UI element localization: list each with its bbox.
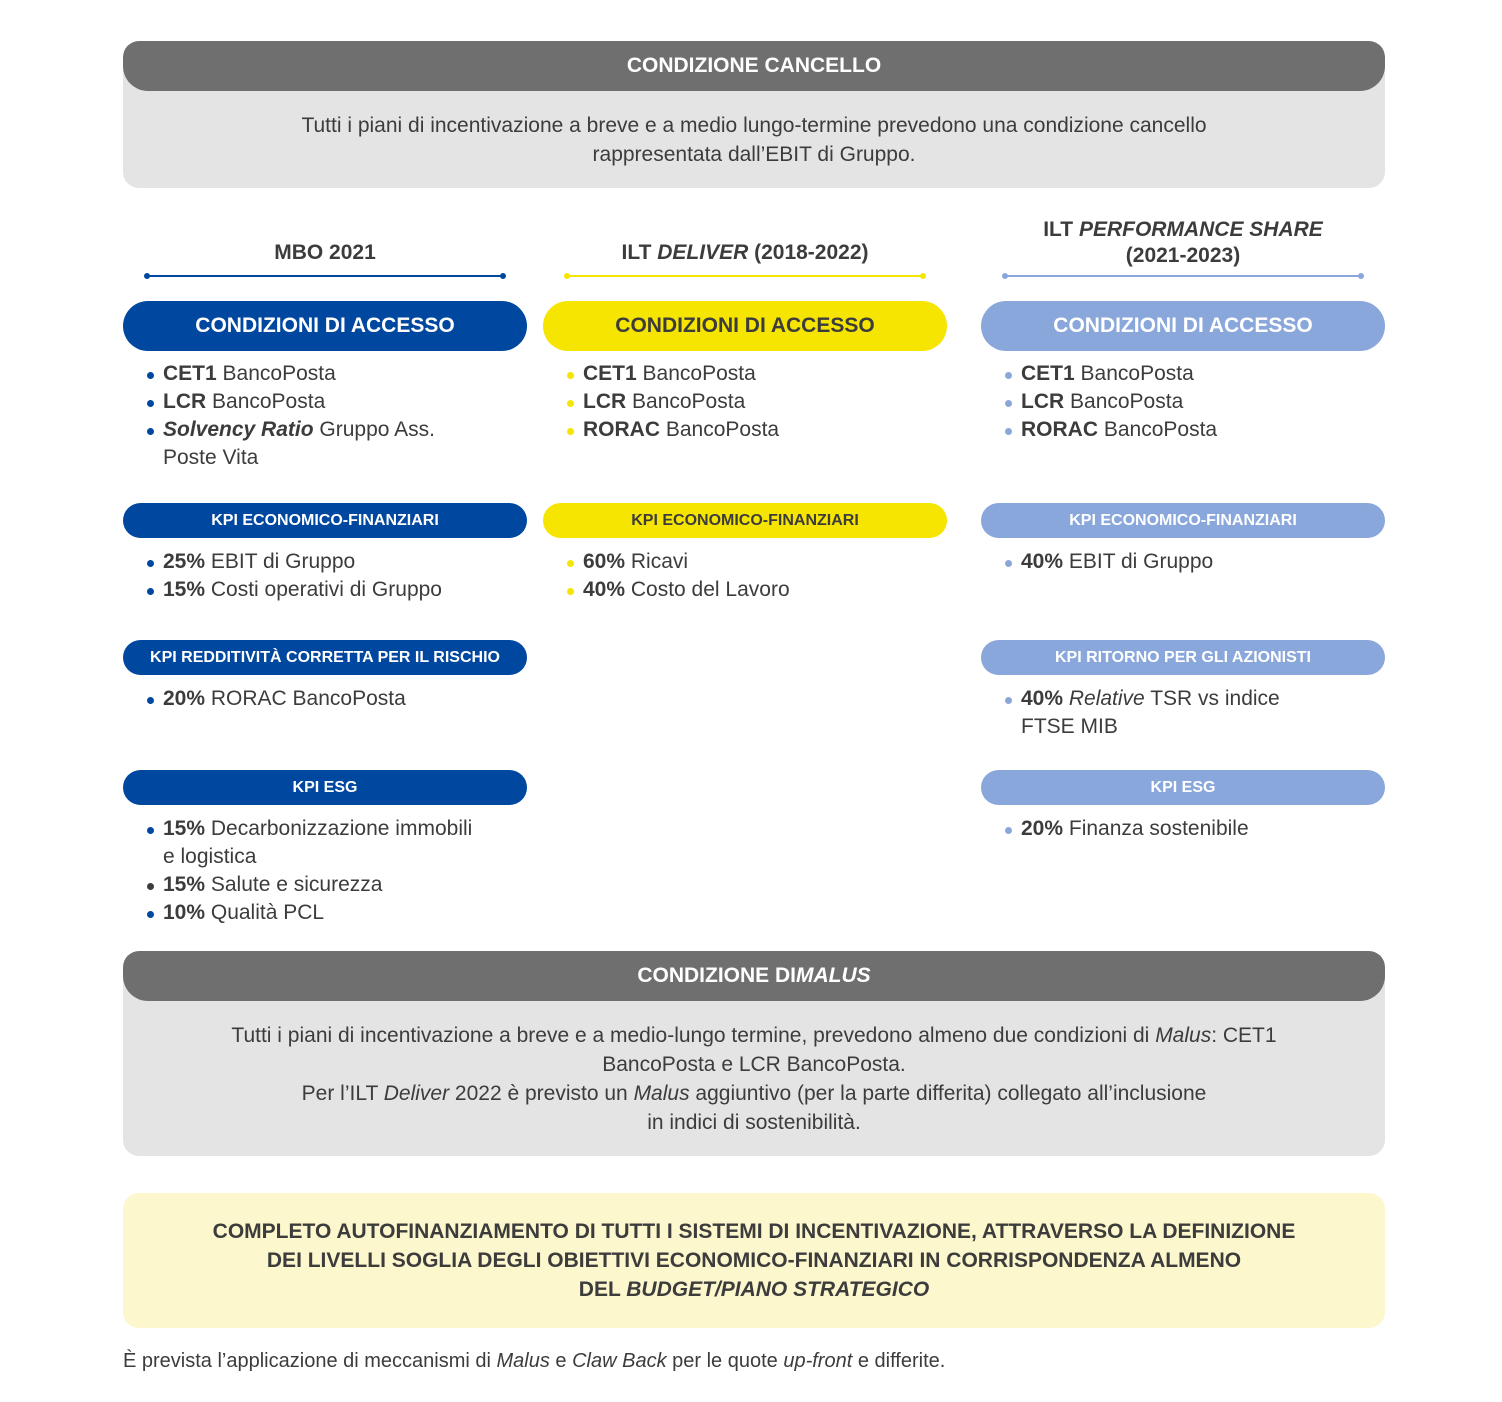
performance-share-kpi-esg-pill: KPI ESG — [981, 770, 1385, 805]
deliver-econ-list — [565, 548, 790, 604]
list-item: LCR BancoPosta — [145, 388, 435, 416]
gate-condition-text: Tutti i piani di incentivazione a breve e a medio lungo-termine prevedono una condizione cancello rappresentata dall’EBIT di Gruppo. — [301, 114, 1207, 166]
performance-share-title: ILT PERFORMANCE SHARE (2021-2023) — [1043, 218, 1323, 267]
list-item: 60% Ricavi — [565, 548, 790, 576]
list-item: 15% Salute e sicurezza — [145, 871, 472, 899]
list-item: Solvency Ratio Gruppo Ass. Poste Vita — [145, 416, 435, 472]
list-item: LCR BancoPosta — [1003, 388, 1217, 416]
self-funding-statement: COMPLETO AUTOFINANZIAMENTO DI TUTTI I SISTEMI DI INCENTIVAZIONE, ATTRAVERSO LA DEFINIZIONE DEI LIVELLI SOGLIA DEGLI OBIETTIVI ECONOMICO-FINANZIARI IN CORRISPONDENZA ALMENO DEL BUDGET/PIANO STRATEGICO — [123, 1193, 1385, 1328]
list-item: LCR BancoPosta — [565, 388, 779, 416]
list-item: CET1 BancoPosta — [1003, 360, 1217, 388]
list-item: 40% EBIT di Gruppo — [1003, 548, 1213, 576]
mbo-title: MBO 2021 — [274, 241, 376, 264]
list-item: 15% Decarbonizzazione immobili e logistica — [145, 815, 472, 871]
deliver-access-list — [565, 360, 779, 444]
performance-share-tsr-list — [1003, 685, 1280, 741]
list-item: 25% EBIT di Gruppo — [145, 548, 442, 576]
mbo-risk-list — [145, 685, 406, 713]
mbo-divider — [147, 275, 503, 277]
malus-condition-title: CONDIZIONE DI MALUS — [123, 951, 1385, 1001]
list-item: 20% Finanza sostenibile — [1003, 815, 1249, 843]
performance-share-kpi-econ-pill: KPI ECONOMICO-FINANZIARI — [981, 503, 1385, 538]
list-item: CET1 BancoPosta — [565, 360, 779, 388]
list-item: 10% Qualità PCL — [145, 899, 472, 927]
list-item: CET1 BancoPosta — [145, 360, 435, 388]
performance-share-esg-list — [1003, 815, 1249, 843]
list-item: RORAC BancoPosta — [565, 416, 779, 444]
deliver-kpi-econ-pill: KPI ECONOMICO-FINANZIARI — [543, 503, 947, 538]
footnote: È prevista l’applicazione di meccanismi di Malus e Claw Back per le quote up-front e differite. — [123, 1350, 946, 1372]
mbo-econ-list — [145, 548, 442, 604]
deliver-access-pill: CONDIZIONI DI ACCESSO — [543, 301, 947, 351]
deliver-divider — [567, 275, 923, 277]
gate-condition-title: CONDIZIONE CANCELLO — [123, 41, 1385, 91]
gate-condition-box — [123, 41, 1385, 188]
mbo-access-list — [145, 360, 435, 472]
mbo-kpi-econ-pill: KPI ECONOMICO-FINANZIARI — [123, 503, 527, 538]
mbo-esg-list — [145, 815, 472, 927]
list-item: 15% Costi operativi di Gruppo — [145, 576, 442, 604]
list-item: RORAC BancoPosta — [1003, 416, 1217, 444]
performance-share-divider — [1005, 275, 1361, 277]
malus-condition-text: Tutti i piani di incentivazione a breve e a medio-lungo termine, prevedono almeno due condizioni di Malus: CET1 BancoPosta e LCR BancoPosta. Per l’ILT Deliver 2022 è previsto un Malus aggiuntivo (per la parte differita) collegato all’inclusione in indici di sostenibilità. — [231, 1024, 1277, 1134]
deliver-title: ILT DELIVER (2018-2022) — [621, 241, 869, 264]
mbo-kpi-risk-pill: KPI REDDITIVITÀ CORRETTA PER IL RISCHIO — [123, 640, 527, 675]
list-item: 20% RORAC BancoPosta — [145, 685, 406, 713]
performance-share-access-list — [1003, 360, 1217, 444]
list-item: 40% Relative TSR vs indice FTSE MIB — [1003, 685, 1280, 741]
performance-share-econ-list — [1003, 548, 1213, 576]
list-item: 40% Costo del Lavoro — [565, 576, 790, 604]
malus-condition-box — [123, 951, 1385, 1156]
performance-share-access-pill: CONDIZIONI DI ACCESSO — [981, 301, 1385, 351]
mbo-access-pill: CONDIZIONI DI ACCESSO — [123, 301, 527, 351]
performance-share-kpi-tsr-pill: KPI RITORNO PER GLI AZIONISTI — [981, 640, 1385, 675]
mbo-kpi-esg-pill: KPI ESG — [123, 770, 527, 805]
